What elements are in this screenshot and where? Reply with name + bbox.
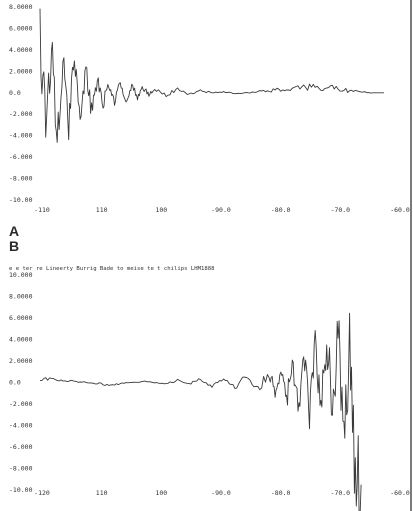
chart-b-x-tick-label: 100 [155, 489, 168, 497]
chart-b-x-tick-label: -120 [34, 489, 50, 497]
chart-b-y-tick-label: 10.000 [9, 271, 33, 279]
chart-a-x-tick-label: 110 [95, 206, 108, 214]
chart-b-y-tick-label: 0.0 [9, 378, 21, 387]
chart-a-y-tick-label: 8.0000 [9, 3, 33, 11]
chart-b-caption: e e ter re Lineerty Burrig Bade to meise te t chilips LHM1888 [9, 266, 215, 272]
chart-b-y-tick-label: 2.0000 [9, 357, 33, 365]
chart-a-x-tick-label: -90.0 [211, 206, 231, 214]
chart-b-x-tick-label: 110 [95, 489, 108, 497]
chart-a-x-tick-label: -70.0 [330, 206, 351, 214]
chart-b-x-tick-label: -80.0 [270, 489, 291, 497]
chart-a-y-tick-label: -6.000 [9, 153, 33, 162]
chart-b-y-tick-label: -2.000 [9, 400, 33, 408]
chart-a-x-tick-label: -110 [34, 206, 50, 214]
chart-b-y-tick-label: 6.0000 [9, 314, 33, 322]
chart-b-y-tick-label: 8.0000 [9, 292, 33, 301]
chart-a-y-tick-label: 0.0 [9, 88, 21, 97]
chart-a-series-line [40, 9, 384, 143]
chart-a-y-tick-label: -10.00 [9, 196, 33, 204]
chart-a-y-tick-label: 6.0000 [9, 24, 33, 33]
chart-b-y-tick-label: 4.0000 [9, 335, 33, 344]
chart-a [9, 3, 410, 214]
chart-a-y-tick-label: -8.000 [9, 174, 33, 183]
chart-b-x-tick-label: -70.0 [330, 489, 351, 497]
chart-b-series-line [40, 313, 361, 511]
chart-b-x-tick-label: -60.0 [390, 489, 410, 497]
chart-b [9, 271, 410, 511]
chart-a-y-tick-label: 2.0000 [9, 67, 33, 76]
chart-b-y-tick-label: -8.000 [9, 464, 33, 473]
chart-a-y-tick-label: 4.0000 [9, 45, 33, 54]
chart-a-x-tick-label: -80.0 [270, 206, 291, 214]
chart-b-y-tick-label: -10.00 [9, 486, 33, 494]
chart-a-y-tick-label: -2.000 [9, 110, 33, 119]
chart-a-x-tick-label: 100 [155, 206, 168, 214]
chart-a-y-tick-label: -4.000 [9, 131, 33, 140]
panel-label-b: B [9, 238, 20, 254]
chart-b-y-tick-label: -4.000 [9, 421, 33, 430]
chart-a-x-tick-label: -60.0 [390, 206, 410, 214]
chart-b-y-tick-label: -6.000 [9, 443, 33, 451]
panel-label-a: A [9, 223, 20, 239]
chart-b-x-tick-label: -90.0 [211, 489, 231, 497]
